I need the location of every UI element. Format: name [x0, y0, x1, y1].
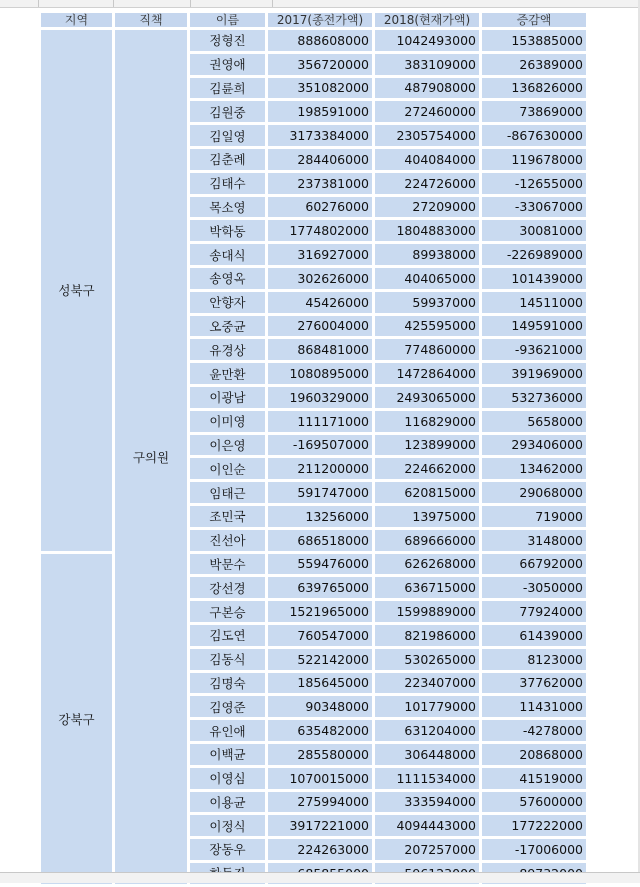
value-2017-cell: 285580000 — [268, 744, 372, 765]
header-row — [41, 13, 586, 27]
diff-cell: 149591000 — [482, 316, 586, 337]
column-tick — [38, 0, 39, 7]
diff-cell: -17006000 — [482, 839, 586, 860]
table-row — [41, 30, 586, 51]
diff-cell: 26389000 — [482, 54, 586, 75]
header-diff: 증감액 — [482, 13, 586, 27]
header-2017: 2017(종전가액) — [268, 13, 372, 27]
name-cell: 조민국 — [190, 506, 265, 527]
value-2017-cell: 198591000 — [268, 101, 372, 122]
diff-cell: 391969000 — [482, 363, 586, 384]
value-2018-cell: 1042493000 — [375, 30, 479, 51]
name-cell: 구본승 — [190, 601, 265, 622]
name-cell: 오중균 — [190, 316, 265, 337]
value-2018-cell: 404065000 — [375, 268, 479, 289]
diff-cell: 77924000 — [482, 601, 586, 622]
value-2018-cell: 626268000 — [375, 554, 479, 575]
diff-cell: 66792000 — [482, 554, 586, 575]
value-2017-cell: 356720000 — [268, 54, 372, 75]
diff-cell: 11431000 — [482, 696, 586, 717]
diff-cell: 29068000 — [482, 482, 586, 503]
name-cell: 송영옥 — [190, 268, 265, 289]
name-cell: 박문수 — [190, 554, 265, 575]
value-2018-cell: 101779000 — [375, 696, 479, 717]
name-cell: 안향자 — [190, 292, 265, 313]
sheet-top-edge — [0, 0, 640, 8]
value-2017-cell: 224263000 — [268, 839, 372, 860]
name-cell: 이은영 — [190, 435, 265, 456]
column-tick — [190, 0, 191, 7]
value-2018-cell: 333594000 — [375, 792, 479, 813]
diff-cell: 73869000 — [482, 101, 586, 122]
value-2017-cell: 522142000 — [268, 649, 372, 670]
value-2018-cell: 116829000 — [375, 411, 479, 432]
name-cell: 김륜희 — [190, 78, 265, 99]
value-2017-cell: 237381000 — [268, 173, 372, 194]
diff-cell: 61439000 — [482, 625, 586, 646]
value-2017-cell: 3173384000 — [268, 125, 372, 146]
value-2018-cell: 207257000 — [375, 839, 479, 860]
region-cell: 성북구 — [41, 30, 112, 551]
value-2018-cell: 89938000 — [375, 244, 479, 265]
name-cell: 이용균 — [190, 792, 265, 813]
column-tick — [113, 0, 114, 7]
name-cell: 김일영 — [190, 125, 265, 146]
header-2018: 2018(현재가액) — [375, 13, 479, 27]
value-2017-cell: 1521965000 — [268, 601, 372, 622]
name-cell: 권영애 — [190, 54, 265, 75]
diff-cell: 532736000 — [482, 387, 586, 408]
diff-cell: 3148000 — [482, 530, 586, 551]
diff-cell: 136826000 — [482, 78, 586, 99]
asset-change-table — [38, 10, 589, 887]
diff-cell: -12655000 — [482, 173, 586, 194]
value-2017-cell: 686518000 — [268, 530, 372, 551]
value-2017-cell: 635482000 — [268, 720, 372, 741]
diff-cell: 20868000 — [482, 744, 586, 765]
name-cell: 김동식 — [190, 649, 265, 670]
name-cell: 이광남 — [190, 387, 265, 408]
value-2018-cell: 1111534000 — [375, 768, 479, 789]
value-2017-cell: 13256000 — [268, 506, 372, 527]
value-2018-cell: 306448000 — [375, 744, 479, 765]
column-tick — [272, 0, 273, 7]
value-2017-cell: 90348000 — [268, 696, 372, 717]
diff-cell: 37762000 — [482, 673, 586, 694]
value-2018-cell: 13975000 — [375, 506, 479, 527]
value-2017-cell: 351082000 — [268, 78, 372, 99]
name-cell: 김원중 — [190, 101, 265, 122]
diff-cell: 119678000 — [482, 149, 586, 170]
name-cell: 임태근 — [190, 482, 265, 503]
value-2017-cell: 276004000 — [268, 316, 372, 337]
value-2018-cell: 272460000 — [375, 101, 479, 122]
diff-cell: -33067000 — [482, 197, 586, 218]
name-cell: 유인애 — [190, 720, 265, 741]
value-2018-cell: 631204000 — [375, 720, 479, 741]
diff-cell: 30081000 — [482, 220, 586, 241]
name-cell: 김영준 — [190, 696, 265, 717]
value-2018-cell: 2305754000 — [375, 125, 479, 146]
name-cell: 강선경 — [190, 577, 265, 598]
name-cell: 이인순 — [190, 458, 265, 479]
name-cell: 김춘례 — [190, 149, 265, 170]
name-cell: 이영심 — [190, 768, 265, 789]
value-2017-cell: 316927000 — [268, 244, 372, 265]
diff-cell: 719000 — [482, 506, 586, 527]
name-cell: 이백균 — [190, 744, 265, 765]
value-2017-cell: 45426000 — [268, 292, 372, 313]
diff-cell: 293406000 — [482, 435, 586, 456]
header-region: 지역 — [41, 13, 112, 27]
value-2018-cell: 383109000 — [375, 54, 479, 75]
value-2017-cell: 284406000 — [268, 149, 372, 170]
name-cell: 정형진 — [190, 30, 265, 51]
value-2017-cell: 888608000 — [268, 30, 372, 51]
header-position: 직책 — [115, 13, 187, 27]
value-2017-cell: 1080895000 — [268, 363, 372, 384]
name-cell: 송대식 — [190, 244, 265, 265]
value-2018-cell: 27209000 — [375, 197, 479, 218]
table-body — [41, 30, 586, 884]
position-cell: 구의원 — [115, 30, 187, 884]
sheet-bottom-edge — [0, 872, 640, 883]
value-2017-cell: 760547000 — [268, 625, 372, 646]
value-2018-cell: 123899000 — [375, 435, 479, 456]
value-2017-cell: 185645000 — [268, 673, 372, 694]
name-cell: 유경상 — [190, 339, 265, 360]
value-2017-cell: 1070015000 — [268, 768, 372, 789]
value-2017-cell: 3917221000 — [268, 815, 372, 836]
diff-cell: 13462000 — [482, 458, 586, 479]
header-name: 이름 — [190, 13, 265, 27]
value-2018-cell: 689666000 — [375, 530, 479, 551]
value-2018-cell: 530265000 — [375, 649, 479, 670]
value-2018-cell: 2493065000 — [375, 387, 479, 408]
value-2018-cell: 224726000 — [375, 173, 479, 194]
value-2018-cell: 224662000 — [375, 458, 479, 479]
value-2017-cell: 868481000 — [268, 339, 372, 360]
value-2018-cell: 404084000 — [375, 149, 479, 170]
value-2018-cell: 774860000 — [375, 339, 479, 360]
value-2017-cell: 639765000 — [268, 577, 372, 598]
diff-cell: -867630000 — [482, 125, 586, 146]
value-2017-cell: 302626000 — [268, 268, 372, 289]
value-2017-cell: 60276000 — [268, 197, 372, 218]
value-2018-cell: 1804883000 — [375, 220, 479, 241]
value-2018-cell: 1472864000 — [375, 363, 479, 384]
diff-cell: 153885000 — [482, 30, 586, 51]
value-2018-cell: 487908000 — [375, 78, 479, 99]
name-cell: 김도연 — [190, 625, 265, 646]
name-cell: 김명숙 — [190, 673, 265, 694]
value-2018-cell: 636715000 — [375, 577, 479, 598]
value-2017-cell: 1774802000 — [268, 220, 372, 241]
diff-cell: 177222000 — [482, 815, 586, 836]
diff-cell: -226989000 — [482, 244, 586, 265]
diff-cell: 57600000 — [482, 792, 586, 813]
diff-cell: -93621000 — [482, 339, 586, 360]
value-2017-cell: 1960329000 — [268, 387, 372, 408]
diff-cell: 5658000 — [482, 411, 586, 432]
value-2018-cell: 59937000 — [375, 292, 479, 313]
region-cell: 강북구 — [41, 554, 112, 884]
value-2018-cell: 223407000 — [375, 673, 479, 694]
value-2018-cell: 4094443000 — [375, 815, 479, 836]
value-2017-cell: -169507000 — [268, 435, 372, 456]
value-2018-cell: 821986000 — [375, 625, 479, 646]
value-2017-cell: 275994000 — [268, 792, 372, 813]
value-2017-cell: 591747000 — [268, 482, 372, 503]
name-cell: 장동우 — [190, 839, 265, 860]
diff-cell: 8123000 — [482, 649, 586, 670]
value-2017-cell: 559476000 — [268, 554, 372, 575]
name-cell: 진선아 — [190, 530, 265, 551]
diff-cell: -4278000 — [482, 720, 586, 741]
name-cell: 김태수 — [190, 173, 265, 194]
name-cell: 윤만환 — [190, 363, 265, 384]
value-2018-cell: 620815000 — [375, 482, 479, 503]
value-2018-cell: 425595000 — [375, 316, 479, 337]
diff-cell: -3050000 — [482, 577, 586, 598]
name-cell: 목소영 — [190, 197, 265, 218]
name-cell: 박학동 — [190, 220, 265, 241]
value-2017-cell: 211200000 — [268, 458, 372, 479]
diff-cell: 101439000 — [482, 268, 586, 289]
name-cell: 이정식 — [190, 815, 265, 836]
diff-cell: 41519000 — [482, 768, 586, 789]
diff-cell: 14511000 — [482, 292, 586, 313]
value-2018-cell: 1599889000 — [375, 601, 479, 622]
value-2017-cell: 111171000 — [268, 411, 372, 432]
name-cell: 이미영 — [190, 411, 265, 432]
